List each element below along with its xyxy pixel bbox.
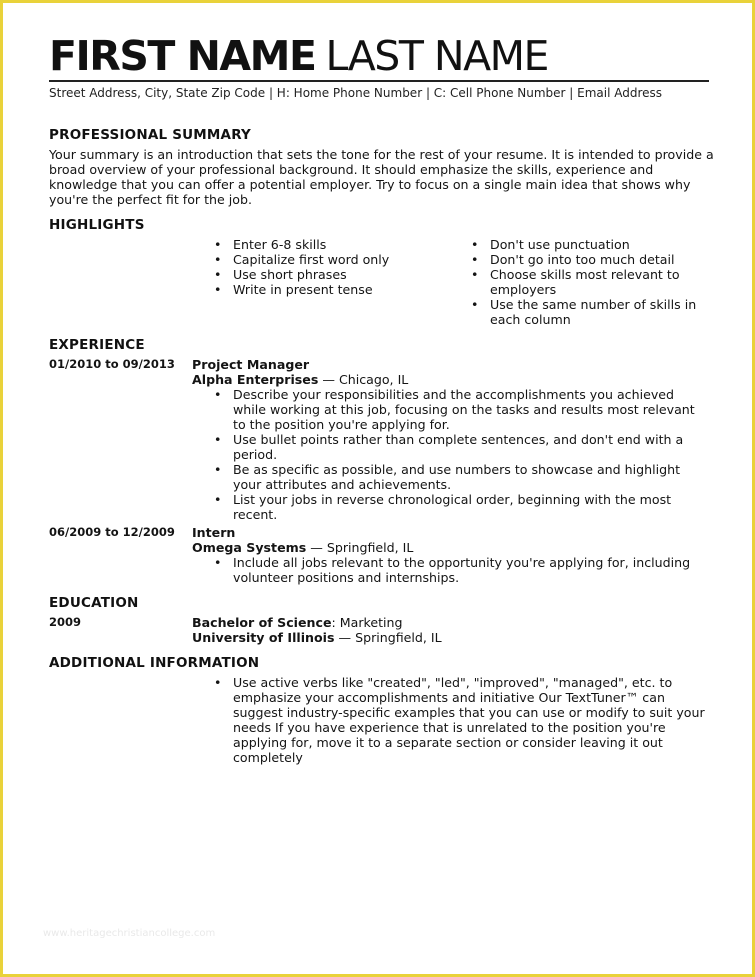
experience-heading: EXPERIENCE (49, 337, 145, 353)
list-item: • Use bullet points rather than complete sentences, and don't end with a period. (214, 432, 684, 462)
bullet-icon: • (214, 492, 222, 507)
bullet-icon: • (214, 237, 222, 252)
highlights-right-list (467, 237, 717, 327)
name-heading (49, 31, 548, 81)
bullet-icon: • (471, 297, 479, 312)
job-dates: 01/2010 to 09/2013 (49, 357, 175, 371)
list-item: • Describe your responsibilities and the accomplishments you achieved while working at this job, focusing on the tasks and results most relevant to the position you're applying for. (214, 387, 695, 432)
bullet-icon: • (471, 267, 479, 282)
list-item: • List your jobs in reverse chronological order, beginning with the most recent. (214, 492, 672, 522)
bullet-icon: • (214, 432, 222, 447)
job-title: Intern (192, 525, 236, 540)
job-bullets (210, 387, 710, 522)
additional-heading: ADDITIONAL INFORMATION (49, 655, 260, 671)
job-bullets (210, 555, 710, 585)
list-item: • Use short phrases (214, 267, 347, 282)
job-company: Alpha Enterprises — Chicago, IL (192, 372, 409, 387)
bullet-icon: • (214, 387, 222, 402)
bullet-icon: • (214, 462, 222, 477)
list-item: • Be as specific as possible, and use numbers to showcase and highlight your attributes and achievements. (214, 462, 681, 492)
first-name: FIRST NAME (49, 32, 316, 80)
list-item: • Enter 6-8 skills (214, 237, 327, 252)
job-title: Project Manager (192, 357, 310, 372)
list-item: • Don't use punctuation (471, 237, 630, 252)
summary-text: Your summary is an introduction that sets the tone for the rest of your resume. It is intended to provide a broad overview of your professional background. It should emphasize the skills, experience and knowledge that you can offer a potential employer. Try to focus on a single main idea that shows why you're the perfect fit for the job. (49, 147, 714, 207)
job-company: Omega Systems — Springfield, IL (192, 540, 414, 555)
bullet-icon: • (214, 555, 222, 570)
bullet-icon: • (214, 282, 222, 297)
education-heading: EDUCATION (49, 595, 139, 611)
highlights-heading: HIGHLIGHTS (49, 217, 145, 233)
summary-heading: PROFESSIONAL SUMMARY (49, 127, 252, 143)
header-rule (49, 80, 709, 82)
education-school: University of Illinois — Springfield, IL (192, 630, 442, 645)
additional-bullets (210, 675, 710, 765)
list-item: • Capitalize first word only (214, 252, 390, 267)
bullet-icon: • (214, 675, 222, 690)
bullet-icon: • (471, 252, 479, 267)
bullet-icon: • (471, 237, 479, 252)
education-degree: Bachelor of Science: Marketing (192, 615, 403, 630)
list-item: • Choose skills most relevant to employers (471, 267, 680, 297)
bullet-icon: • (214, 252, 222, 267)
list-item: • Use the same number of skills in each column (471, 297, 697, 327)
list-item: • Don't go into too much detail (471, 252, 675, 267)
job-dates: 06/2009 to 12/2009 (49, 525, 175, 539)
last-name: LAST NAME (325, 32, 548, 80)
list-item: • Use active verbs like "created", "led", "improved", "managed", etc. to emphasize your accomplishments and initiative Our TextTuner™ can suggest industry-specific examples that you can use or modify to suit your needs If you have experience that is unrelated to the position you're applying for, move it to a separate section or consider leaving it out completely (214, 675, 705, 765)
contact-line: Street Address, City, State Zip Code | H: Home Phone Number | C: Cell Phone Number | Email Address (49, 86, 663, 100)
bullet-icon: • (214, 267, 222, 282)
list-item: • Write in present tense (214, 282, 373, 297)
education-year: 2009 (49, 615, 82, 629)
list-item: • Include all jobs relevant to the opportunity you're applying for, including volunteer positions and internships. (214, 555, 691, 585)
highlights-left-list (210, 237, 440, 297)
watermark: www.heritagechristiancollege.com (43, 928, 216, 939)
